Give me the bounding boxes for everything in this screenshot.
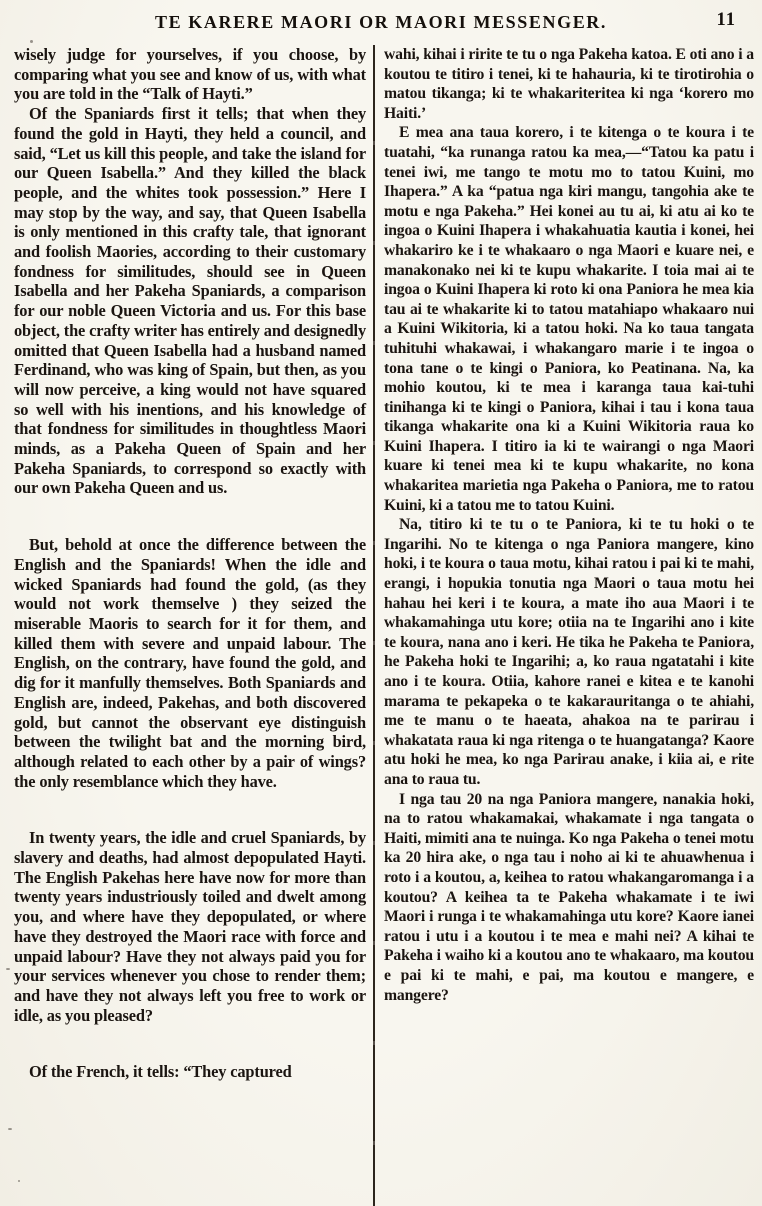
right-column-maori [375, 45, 754, 1206]
masthead-title: TE KARERE MAORI OR MAORI MESSENGER. [154, 12, 608, 32]
scan-speck [6, 968, 10, 970]
page-number: 11 [716, 10, 736, 30]
left-column-english [14, 45, 373, 1206]
scan-speck [18, 1180, 20, 1182]
paragraph: wisely judge for yourselves, if you choose, by comparing what you see and know of us, with what you are told in the “Talk of Hayti.” [14, 45, 366, 104]
column-layout [14, 45, 754, 1206]
paragraph: E mea ana taua korero, i te kitenga o te koura i te tuatahi, “ka runanga ratou ka mea,—“Tatou ka patu i tenei iwi, me tango te motu mo to tatou Kuini, mo Ihapera.” A ka “patua nga kiri mangu, tangohia ake te motu e nga Pakeha.” Hei konei au tu ai, ki atu ai ko te ingoa o Kuini Ihapera i whakahuatia kautia i konei, hei whakariro ke i te whakaaro o nga Maori e kuare nei, e manakonako nei ki te kupu whakarite. I toia mai ai te ingoa o Kuini Ihapera ki roto ki ona Paniora he mea kia tau ai te whakarite ki to tatou matahiapo whakaaro nui a Kuini Wikitoria, ki a tatou hoki. Na ko taua tangata tuhituhi whakawai, i whakangaro marie i te ingoa o tona tane o te kingi o Paniora, ko Peatinana. Na, ka mohio koutou, ki te mea i karanga taua kai-tuhi tinihanga ki te kingi o Paniora, kihai i tau i kona taua tikanga whakarite ona ki a Kuini Wikitoria raua ko Kuini Ihapera. I titiro ia ki te wairangi o nga Maori kuare ki tenei mea ki te kupu whakarite, no kona whakaritea marietia nga Pakeha o Paniora, me to ratou Kuini, ki a tatou me to tatou Kuini. [384, 124, 754, 514]
paragraph: But, behold at once the difference between the English and the Spaniards! When the idle and wicked Spaniards had found the gold, (as they would not work themselve ) they seized the miserable Maoris to search for it for them, and killed them with severe and unpaid labour. The English, on the contrary, have found the gold, and dig for it manfully themselves. Both Spaniards and English are, indeed, Pakehas, and both discovered gold, but cannot the observant eye distinguish between the twilight bat and the morning bird, although related to each other by a pair of wings? the only resemblance which they have. [14, 535, 366, 791]
paragraph: In twenty years, the idle and cruel Spaniards, by slavery and deaths, had almost depopulated Hayti. The English Pakehas here have now for more than twenty years industriously toiled and dwelt among you, and where have they depopulated, or where have they destroyed the Maori race with force and unpaid labour? Have they not always paid you for your services whenever you chose to render them; and have they not always left you free to work or idle, as you pleased? [14, 828, 366, 1025]
paragraph: Of the French, it tells: “They captured [29, 1062, 292, 1082]
paragraph: wahi, kihai i ririte te tu o nga Pakeha katoa. E oti ano i a koutou te titiro i tenei, ki te hahauria, ki te tirotirohia o matou tikanga; ki te whakariteritea ki nga ‘korero mo Haiti.’ [384, 46, 754, 122]
paragraph: I nga tau 20 na nga Paniora mangere, nanakia hoki, na to ratou whakamakai, whakamate i nga tangata o Haiti, mimiti ana te nuinga. Ko nga Pakeha o tenei motu ka 20 hira ake, o nga tau i noho ai ki te ahuawhenua i roto i a koutou, a, keihea to ratou whakangaromanga i a koutou? A keihea ta te Pakeha whakamate i te iwi Maori i runga i te whakamahinga utu kore? Kaore ianei ratou i utu i a koutou i te mea e mahi nei? A kihai te Pakeha i waiho ki a koutou ano te whakaaro, ma koutou e pai ki te mahi, e pai, ma koutou e mangere, e mangere? [384, 790, 754, 1004]
scan-speck [30, 40, 33, 43]
paragraph: Na, titiro ki te tu o te Paniora, ki te tu hoki o te Ingarihi. No te kitenga o nga Paniora mangere, kino hoki, i te koura o taua motu, kihai ratou i pai ki te mahi, erangi, i hopukia tonutia nga Maori o taua motu hei hahau hei keri i te koura, a mate iho aua Maori i te whakamahinga utu kore; otiia na te Ingarihi ano i kite te koura, nana ano i keri. He tika he Pakeha te Paniora, he Pakeha hoki te Ingarihi; a, ko raua ngatatahi i kite ano i te koura. Otiia, kahore ranei e kitea e te kanohi marama te pekapeka o te kakarauritanga o te ahiahi, me te manu o te haeata, ahakoa na te parirau i whakatata raua ki nga ritenga o te huangatanga? Kaore atu hoki he mea, ko nga Parirau anake, i kiia ai, e rite ana to raua tu. [384, 516, 754, 788]
scan-speck [8, 1128, 12, 1130]
paragraph: Of the Spaniards first it tells; that when they found the gold in Hayti, they held a council, and said, “Let us kill this people, and take the island for our Queen Isabella.” And they killed the black people, and the whites took possession.” Here I may stop by the way, and say, that Queen Isabella is only mentioned in this crafty tale, that ignorant and foolish Maories, according to their customary fondness for similitudes, should see in Queen Isabella and her Pakeha Spaniards, a comparison for our noble Queen Victoria and us. For this base object, the crafty writer has entirely and designedly omitted that Queen Isabella had a husband named Ferdinand, who was king of Spain, but then, as you will now perceive, a king would not have squared so well with his inentions, and his knowledge of that fondness for similitudes in thoughtless Maori minds, as a Pakeha Queen of Spain and her Pakeha Spaniards, to correspond so exactly with our own Pakeha Queen and us. [14, 104, 366, 498]
